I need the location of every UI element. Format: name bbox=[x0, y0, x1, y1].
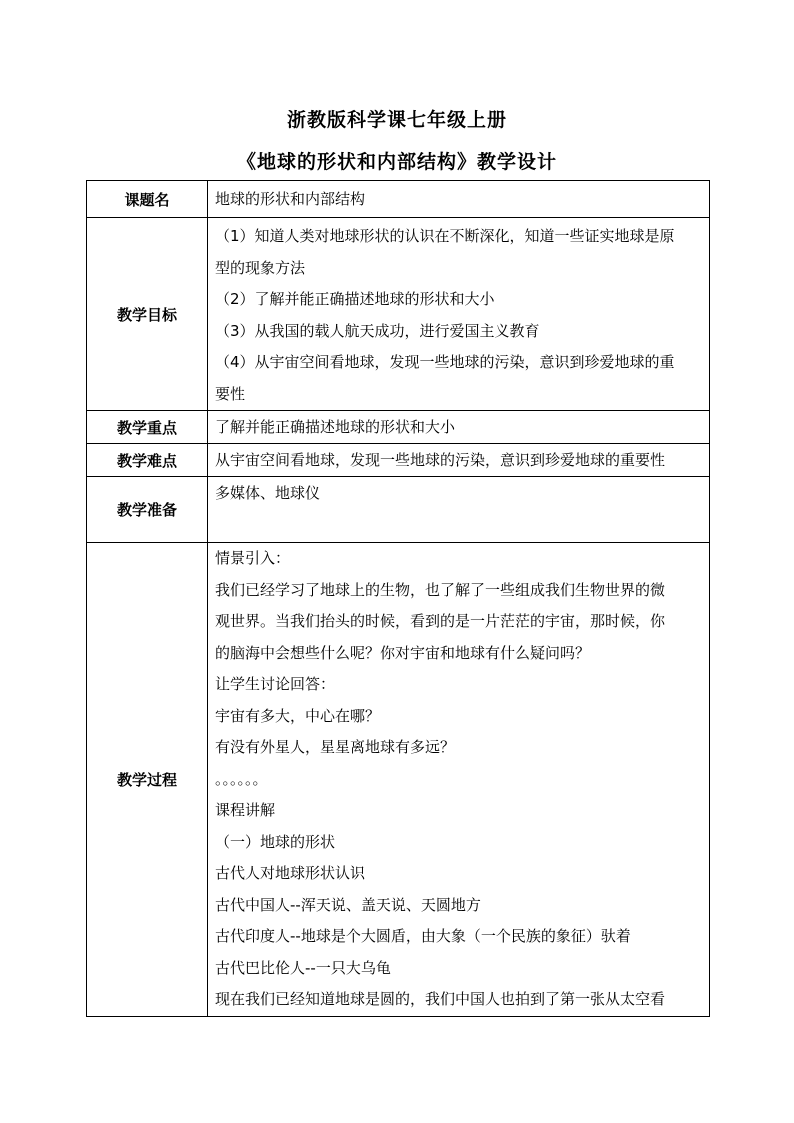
row-content-process bbox=[208, 543, 710, 1017]
row-content-difficulty bbox=[208, 444, 710, 477]
row-label-difficulty: 教学难点 bbox=[87, 444, 208, 477]
content-line: 我们已经学习了地球上的生物，也了解了一些组成我们生物世界的微 bbox=[215, 580, 666, 599]
table-row-difficulty bbox=[87, 444, 710, 477]
table-row-objectives bbox=[87, 218, 710, 411]
content-line: 现在我们已经知道地球是圆的，我们中国人也拍到了第一张从太空看 bbox=[215, 990, 666, 1008]
table-row-preparation bbox=[87, 477, 710, 543]
content-line: （1）知道人类对地球形状的认识在不断深化，知道一些证实地球是原 bbox=[215, 227, 675, 245]
content-line: 型的现象方法 bbox=[215, 258, 306, 277]
content-line: 地球的形状和内部结构 bbox=[215, 190, 366, 208]
content-line: 了解并能正确描述地球的形状和大小 bbox=[215, 418, 456, 436]
content-line: 有没有外星人，星星离地球有多远？ bbox=[215, 738, 456, 756]
table-row-process bbox=[87, 543, 710, 1017]
table-row-key-point bbox=[87, 411, 710, 444]
row-label-objectives: 教学目标 bbox=[87, 218, 208, 411]
table-row-topic bbox=[87, 181, 710, 218]
content-line: 观世界。当我们抬头的时候，看到的是一片茫茫的宇宙，那时候，你 bbox=[215, 612, 666, 630]
document-title: 浙教版科学课七年级上册 bbox=[286, 109, 507, 131]
content-line: （4）从宇宙空间看地球，发现一些地球的污染，意识到珍爱地球的重 bbox=[215, 353, 675, 371]
content-line: （一）地球的形状 bbox=[215, 832, 336, 851]
content-line: 课程讲解 bbox=[215, 801, 276, 819]
content-line: 古代印度人--地球是个大圆盾，由大象（一个民族的象征）驮着 bbox=[215, 927, 631, 945]
row-label-process: 教学过程 bbox=[87, 543, 208, 1017]
content-line: 要性 bbox=[215, 384, 246, 403]
content-line: 的脑海中会想些什么呢？你对宇宙和地球有什么疑问吗？ bbox=[215, 643, 591, 662]
content-line: 古代人对地球形状认识 bbox=[215, 864, 366, 882]
row-content-key-point bbox=[208, 411, 710, 444]
content-line: 多媒体、地球仪 bbox=[215, 484, 321, 502]
content-line: 让学生讨论回答： bbox=[215, 675, 336, 693]
content-line: （3）从我国的载人航天成功，进行爱国主义教育 bbox=[215, 321, 540, 340]
row-label-key-point: 教学重点 bbox=[87, 411, 208, 444]
row-content-topic bbox=[208, 181, 710, 218]
row-label-topic: 课题名 bbox=[87, 181, 208, 218]
content-line: 古代巴比伦人--一只大乌龟 bbox=[215, 958, 391, 977]
lesson-plan-table bbox=[86, 180, 710, 1017]
content-line: 宇宙有多大，中心在哪？ bbox=[215, 706, 381, 725]
content-line: 情景引入： bbox=[215, 549, 291, 567]
content-line: 古代中国人--浑天说、盖天说、天圆地方 bbox=[215, 895, 481, 914]
document-subtitle: 《地球的形状和内部结构》教学设计 bbox=[236, 151, 557, 173]
row-content-preparation bbox=[208, 477, 710, 543]
content-line: （2）了解并能正确描述地球的形状和大小 bbox=[215, 290, 495, 308]
row-label-preparation: 教学准备 bbox=[87, 477, 208, 543]
content-line: 。。。。。。 bbox=[215, 769, 268, 788]
row-content-objectives bbox=[208, 218, 710, 411]
content-line: 从宇宙空间看地球，发现一些地球的污染，意识到珍爱地球的重要性 bbox=[215, 451, 666, 469]
